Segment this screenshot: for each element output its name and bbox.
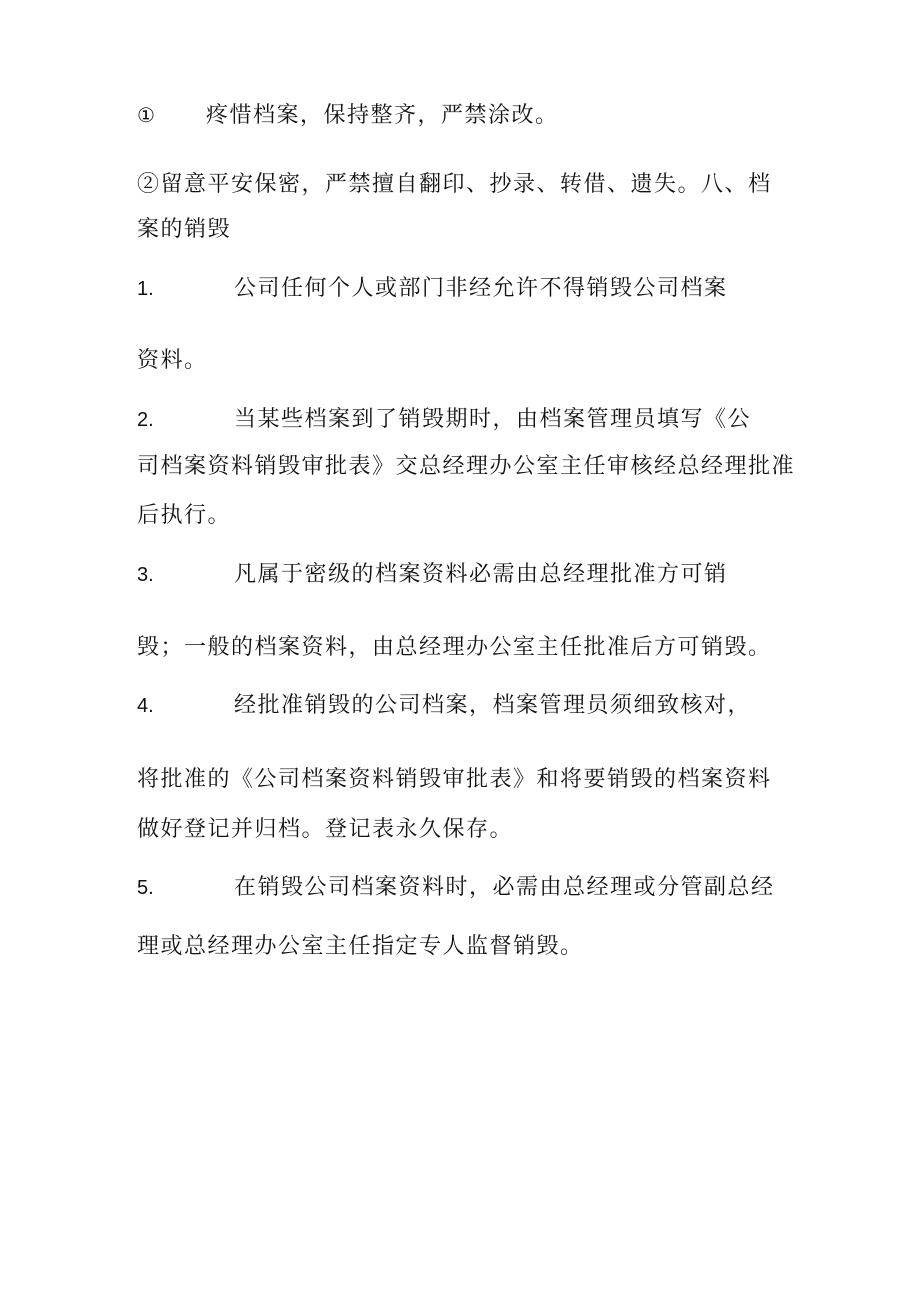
paragraph-circle-1: 疼惜档案，保持整齐，严禁涂改。 (206, 103, 559, 128)
item-1-line2: 资料。 (137, 348, 208, 373)
item-2-line1: 当某些档案到了销毁期时，由档案管理员填写《公 (234, 407, 752, 432)
item-number-2: 2. (137, 409, 154, 431)
item-number-5: 5. (137, 877, 154, 899)
item-4-line2: 将批准的《公司档案资料销毁审批表》和将要销毁的档案资料 (137, 767, 772, 792)
circle-marker-1: ① (137, 105, 155, 127)
item-2-line3: 后执行。 (137, 503, 232, 528)
item-number-1: 1. (137, 278, 154, 300)
item-1-line1: 公司任何个人或部门非经允许不得销毁公司档案 (234, 276, 728, 301)
item-3-line1: 凡属于密级的档案资料必需由总经理批准方可销 (234, 562, 728, 587)
item-5-line2: 理或总经理办公室主任指定专人监督销毁。 (137, 934, 584, 959)
item-5-line1: 在销毁公司档案资料时，必需由总经理或分管副总经 (234, 875, 775, 900)
item-number-3: 3. (137, 564, 154, 586)
item-2-line2: 司档案资料销毁审批表》交总经理办公室主任审核经总经理批准 (137, 454, 796, 479)
paragraph-circle-2-line2: 案的销毁 (137, 217, 232, 242)
item-4-line1: 经批准销毁的公司档案，档案管理员须细致核对， (234, 693, 752, 718)
item-number-4: 4. (137, 695, 154, 717)
item-4-line3: 做好登记并归档。登记表永久保存。 (137, 817, 514, 842)
item-3-line2: 毁；一般的档案资料，由总经理办公室主任批准后方可销毁。 (137, 635, 772, 660)
paragraph-circle-2-line1: ②留意平安保密，严禁擅自翻印、抄录、转借、遗失。八、档 (137, 172, 772, 197)
